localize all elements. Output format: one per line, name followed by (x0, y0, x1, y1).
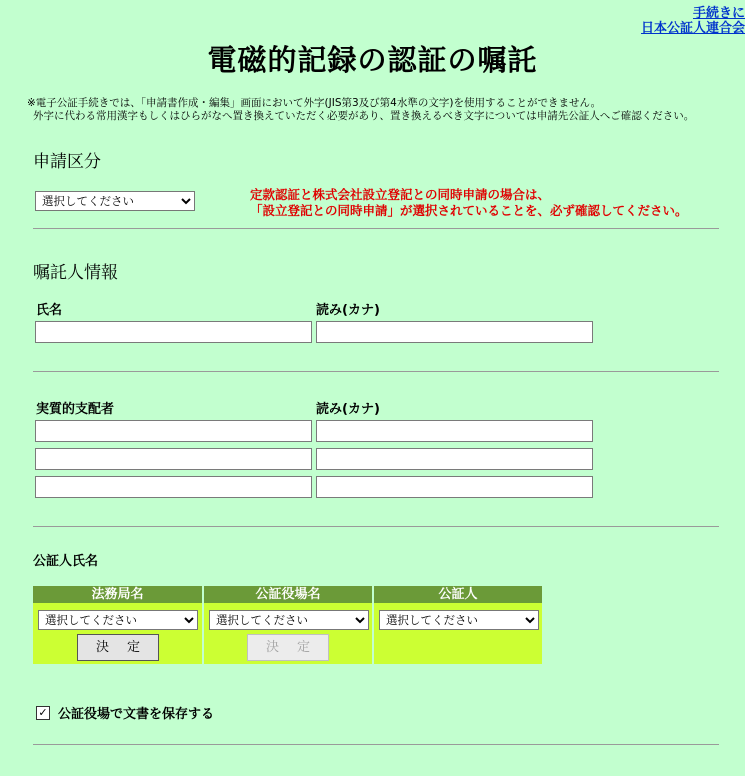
kana-label: 読み(カナ) (316, 303, 380, 318)
procedure-link[interactable]: 手続きに (692, 6, 745, 21)
bureau-decide-button[interactable]: 決定 (77, 634, 159, 661)
notary-association-link[interactable]: 日本公証人連合会 (640, 21, 745, 36)
top-links (641, 6, 745, 36)
notary-column (374, 586, 542, 664)
notary-select[interactable] (379, 610, 539, 630)
requester-heading: 嘱託人情報 (33, 263, 118, 283)
bureau-column (33, 586, 202, 664)
application-type-select[interactable] (35, 191, 195, 211)
beneficial-owner-kana-label: 読み(カナ) (316, 402, 380, 417)
beneficial-owner-kana-input-2[interactable] (316, 448, 593, 470)
divider (33, 526, 719, 527)
beneficial-owner-label: 実質的支配者 (36, 402, 115, 417)
office-select[interactable] (209, 610, 369, 630)
warning-line-2: 「設立登記との同時申請」が選択されていることを、必ず確認してください。 (250, 203, 688, 218)
office-decide-button: 決定 (247, 634, 329, 661)
simultaneous-application-warning (250, 187, 688, 219)
checkmark-icon: ✓ (38, 705, 48, 719)
application-type-heading: 申請区分 (33, 152, 101, 172)
notary-selection-table (33, 586, 542, 664)
notary-heading: 公証人氏名 (33, 554, 99, 569)
divider (33, 228, 719, 229)
bureau-header: 法務局名 (33, 586, 202, 603)
name-kana-input[interactable] (316, 321, 593, 343)
name-label: 氏名 (36, 303, 63, 318)
beneficial-owner-name-input-1[interactable] (35, 420, 312, 442)
notary-header: 公証人 (374, 586, 542, 603)
page-title: 電磁的記録の認証の嘱託 (207, 43, 538, 77)
beneficial-owner-kana-input-1[interactable] (316, 420, 593, 442)
save-document-label: 公証役場で文書を保存する (58, 707, 215, 722)
divider (33, 744, 719, 745)
beneficial-owner-kana-input-3[interactable] (316, 476, 593, 498)
bureau-select[interactable] (38, 610, 198, 630)
warning-line-1: 定款認証と株式会社設立登記との同時申請の場合は、 (250, 187, 551, 202)
beneficial-owner-name-input-2[interactable] (35, 448, 312, 470)
gaiji-notice (27, 97, 742, 123)
save-document-option[interactable] (36, 703, 214, 722)
divider (33, 371, 719, 372)
name-input[interactable] (35, 321, 312, 343)
office-column (204, 586, 372, 664)
save-document-checkbox[interactable] (36, 706, 50, 720)
notice-line-2: 外字に代わる常用漢字もしくはひらがなへ置き換えていただく必要があり、置き換えるべき文字については申請先公証人へご確認ください。 (33, 110, 695, 122)
office-header: 公証役場名 (204, 586, 372, 603)
beneficial-owner-name-input-3[interactable] (35, 476, 312, 498)
notice-line-1: ※電子公証手続きでは、「申請書作成・編集」画面において外字(JIS第3及び第4水準の文字)を使用することができません。 (27, 97, 602, 109)
